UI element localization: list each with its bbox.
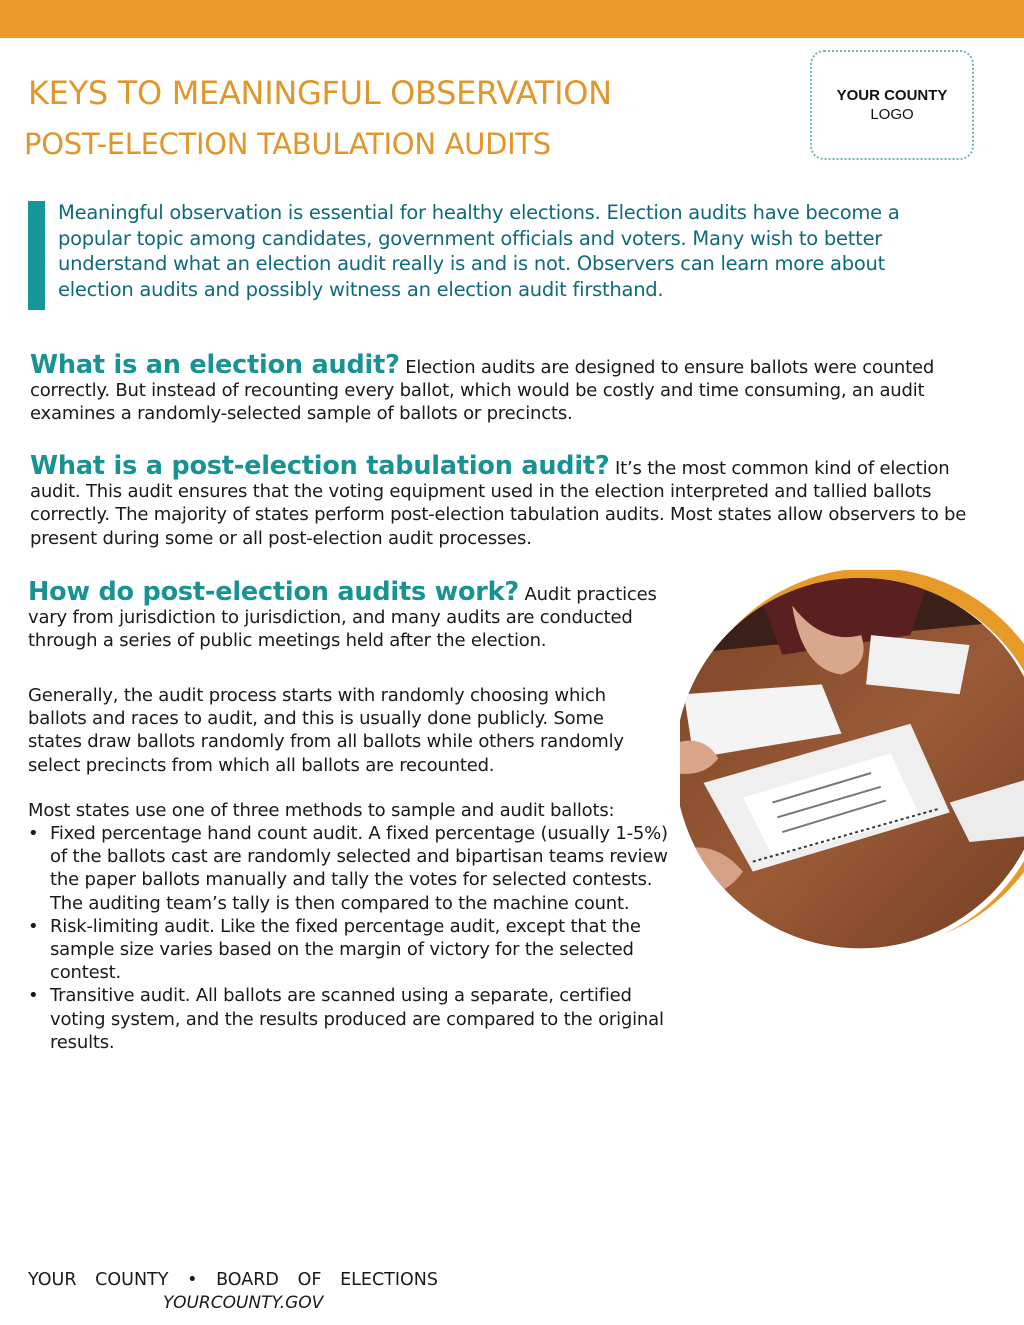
list-item-text: Risk-limiting audit. Like the fixed percentage audit, except that the sample size varies based on the margin of victory for the selected contest. <box>50 915 641 984</box>
audit-process-paragraph: Generally, the audit process starts with randomly choosing which ballots and races to audit, and this is usually done publicly. Some states draw ballots randomly from all ballots while others randomly select precincts from which all ballots are recounted. <box>28 685 624 776</box>
page-subtitle: POST-ELECTION TABULATION AUDITS <box>24 127 551 161</box>
intro-accent-bar <box>28 201 45 310</box>
section-tabulation-audit <box>30 451 970 550</box>
footer-word: COUNTY <box>95 1270 169 1290</box>
section-body: It’s the most common kind of election audit. This audit ensures that the voting equipment used in the election interpreted and tallied ballots correctly. The majority of states perform post-election tabulation audits. Most states allow observers to be present during some or all post-election audit processes. <box>30 458 967 549</box>
footer-word: YOUR <box>28 1270 77 1290</box>
ballot-audit-photo <box>680 570 1024 950</box>
list-item <box>28 822 668 915</box>
section-how-audits-work <box>28 577 668 653</box>
bullet-icon: • <box>28 985 39 1007</box>
methods-intro-paragraph: Most states use one of three methods to sample and audit ballots: <box>28 800 615 821</box>
footer-separator: • <box>187 1270 198 1290</box>
logo-text-county: YOUR COUNTY <box>836 87 948 104</box>
bullet-icon: • <box>28 823 39 844</box>
section-what-is-audit <box>30 350 960 426</box>
section-heading: What is an election audit? <box>30 350 400 380</box>
footer-word: BOARD <box>216 1270 279 1290</box>
section-heading: What is a post-election tabulation audit? <box>30 451 610 481</box>
top-accent-bar <box>0 0 1024 38</box>
page-title: KEYS TO MEANINGFUL OBSERVATION <box>28 74 612 112</box>
section-body: Election audits are designed to ensure ballots were counted correctly. But instead of recounting every ballot, which would be costly and time consuming, an audit examines a randomly-selected sample of ballots or precincts. <box>30 357 935 425</box>
bullet-icon: • <box>28 915 39 937</box>
intro-paragraph: Meaningful observation is essential for healthy elections. Election audits have become a popular topic among candidates, government officials and voters. Many wish to better understand what an election audit really is and is not. Observers can learn more about election audits and possibly witness an election audit firsthand. <box>58 201 900 301</box>
section-body: Audit practices vary from jurisdiction to jurisdiction, and many audits are conducted through a series of public meetings held after the election. <box>28 584 657 652</box>
list-item-text: Transitive audit. All ballots are scanned using a separate, certified voting system, and the results produced are compared to the original results. <box>50 985 664 1053</box>
list-item <box>28 915 668 985</box>
footer-organization <box>28 1270 438 1290</box>
footer-word: ELECTIONS <box>340 1270 438 1290</box>
audit-methods-list <box>28 822 668 1054</box>
list-item-text: Fixed percentage hand count audit. A fixed percentage (usually 1-5%) of the ballots cast are randomly selected and bipartisan teams review the paper ballots manually and tally the votes for selected contests. The auditing team’s tally is then compared to the machine count. <box>50 823 668 914</box>
ballot-audit-photo-image <box>680 570 1024 950</box>
footer-word: OF <box>297 1270 322 1290</box>
footer-website-link[interactable]: YOURCOUNTY.GOV <box>163 1293 324 1313</box>
logo-text-logo: LOGO <box>870 106 914 123</box>
section-heading: How do post-election audits work? <box>28 577 519 607</box>
list-item <box>28 984 668 1054</box>
county-logo-placeholder <box>810 50 974 160</box>
